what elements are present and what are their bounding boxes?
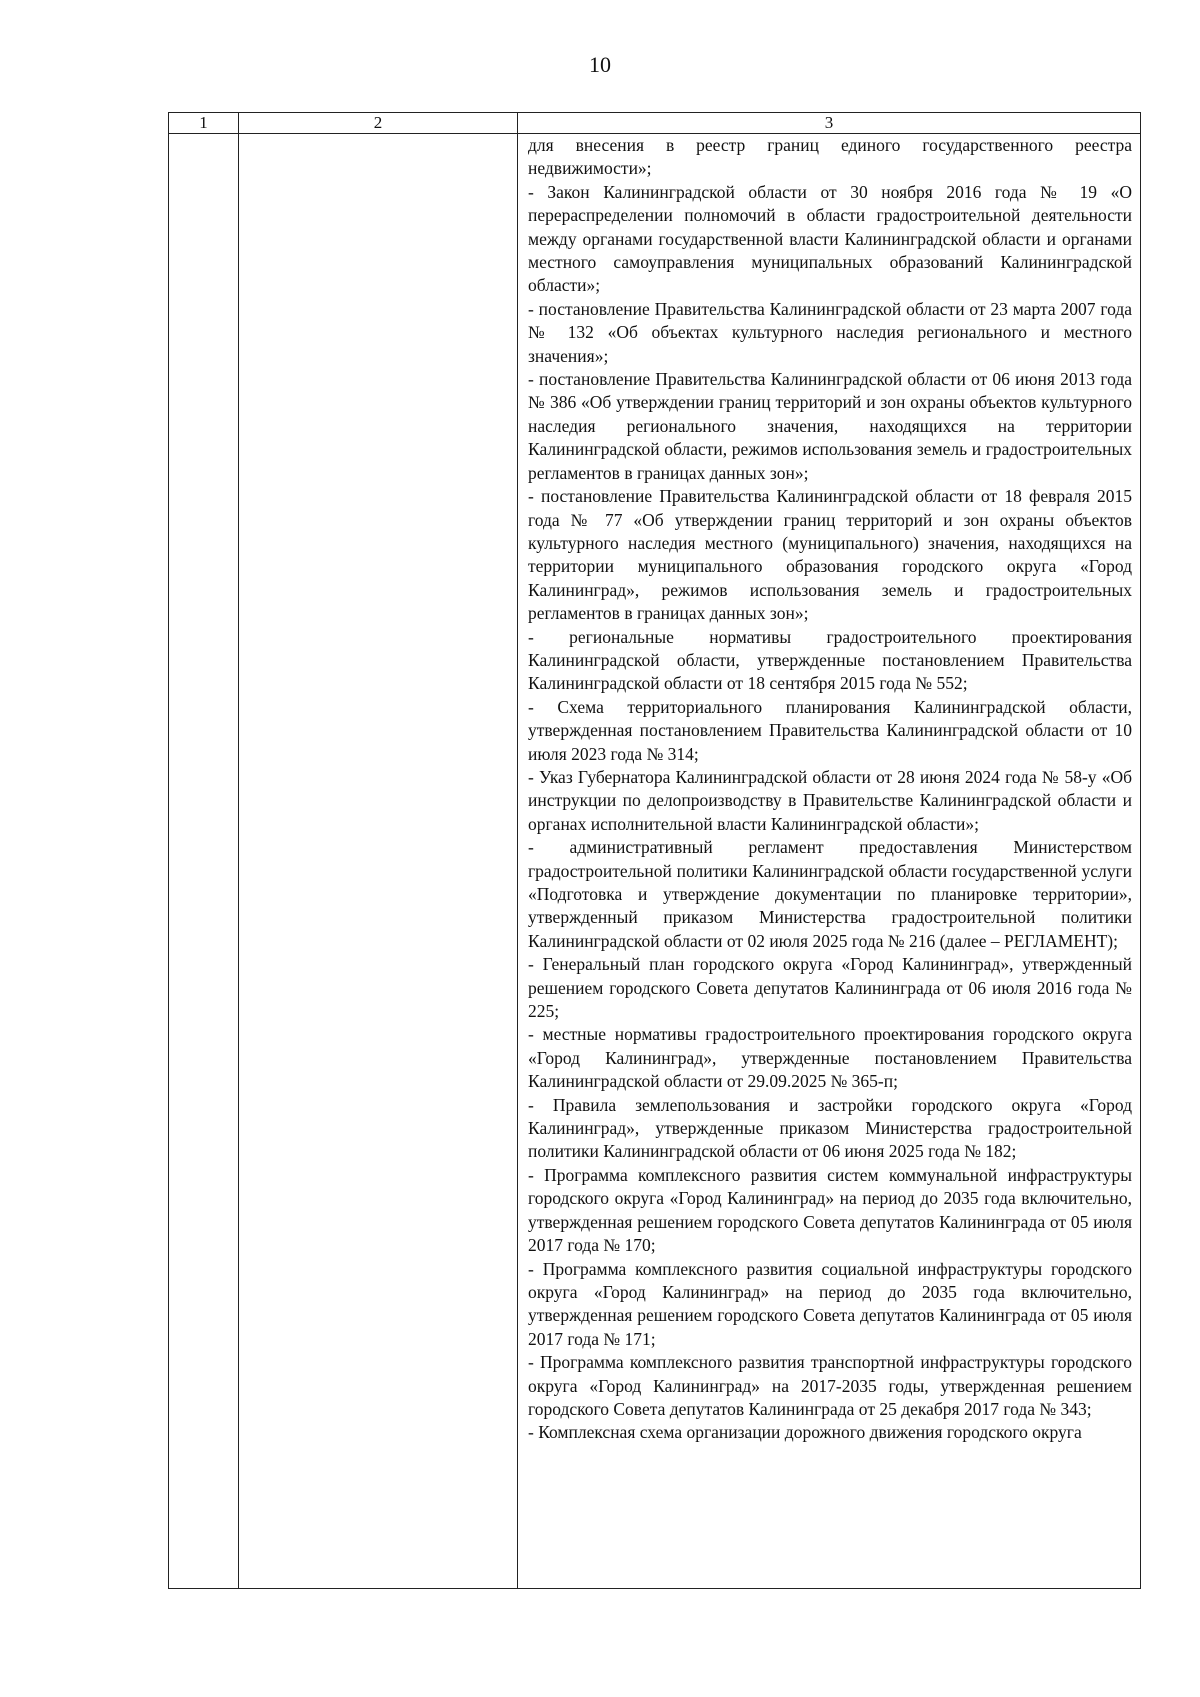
list-item: - Правила землепользования и застройки городского округа «Город Калининград», утвержденные приказом Министерства градостроительной политики Калининградской области от 06 июня 2025 года № 182; (528, 1094, 1132, 1162)
column-header-3: 3 (518, 113, 1141, 134)
list-item: - постановление Правительства Калининградской области от 06 июня 2013 года № 386 «Об утверждении границ территорий и зон охраны объектов культурного наследия регионального значения, находящихся на территории Калининградской области, режимов использования земель и градостроительных регламентов в границах данных зон»; (528, 369, 1132, 483)
table-header-row (169, 113, 1141, 134)
table-row (169, 134, 1141, 1589)
list-item: - Программа комплексного развития социальной инфраструктуры городского округа «Город Калининград» на период до 2035 года включительно, утвержденная решением городского Совета депутатов Калининграда от 05 июля 2017 года № 171; (528, 1258, 1132, 1349)
list-item: - местные нормативы градостроительного проектирования городского округа «Город Калининград», утвержденные постановлением Правительства Калининградской области от 29.09.2025 № 365-п; (528, 1024, 1132, 1092)
list-item: - Генеральный план городского округа «Город Калининград», утвержденный решением городского Совета депутатов Калининграда от 06 июля 2016 года № 225; (528, 954, 1132, 1022)
list-item: для внесения в реестр границ единого государственного реестра недвижимости»; (528, 135, 1132, 179)
list-item: - Комплексная схема организации дорожного движения городского округа (528, 1422, 1082, 1443)
list-item: - Закон Калининградской области от 30 ноября 2016 года № 19 «О перераспределении полномочий в области градостроительной деятельности между органами государственной власти Калининградской области и органами местного самоуправления муниципальных образований Калининградской области»; (528, 181, 1132, 296)
column-header-1: 1 (169, 113, 239, 134)
page-number: 10 (589, 52, 611, 77)
list-item: - Программа комплексного развития транспортной инфраструктуры городского округа «Город Калининград» на 2017-2035 годы, утвержденная решением городского Совета депутатов Калининграда от 25 декабря 2017 года № 343; (528, 1352, 1132, 1419)
list-item: - региональные нормативы градостроительного проектирования Калининградской области, утвержденные постановлением Правительства Калининградской области от 18 сентября 2015 года № 552; (528, 626, 1132, 694)
column-header-2: 2 (239, 113, 518, 134)
cell-column-1 (169, 134, 239, 1589)
list-item: - административный регламент предоставления Министерством градостроительной политики Калининградской области государственной услуги «Подготовка и утверждение документации по планировке территории», утвержденный приказом Министерства градостроительной политики Калининградской области от 02 июля 2025 года № 216 (далее – РЕГЛАМЕНТ); (528, 837, 1132, 951)
list-item: - Указ Губернатора Калининградской области от 28 июня 2024 года № 58-у «Об инструкции по делопроизводству в Правительстве Калининградской области и органах исполнительной власти Калининградской области»; (528, 766, 1132, 834)
list-item: - Программа комплексного развития систем коммунальной инфраструктуры городского округа «Город Калининград» на период до 2035 года включительно, утвержденная решением городского Совета депутатов Калининграда от 05 июля 2017 года № 170; (528, 1164, 1132, 1256)
list-item: - постановление Правительства Калининградской области от 18 февраля 2015 года № 77 «Об утверждении границ территорий и зон охраны объектов культурного наследия местного (муниципального) значения, находящихся на территории муниципального образования городского округа «Город Калининград», режимов использования земель и градостроительных регламентов в границах данных зон»; (528, 486, 1132, 624)
cell-column-3 (518, 134, 1141, 1589)
list-item: - Схема территориального планирования Калининградской области, утвержденная постановлением Правительства Калининградской области от 10 июля 2023 года № 314; (528, 696, 1132, 764)
cell-column-2 (239, 134, 518, 1589)
document-table (168, 112, 1141, 1589)
list-item: - постановление Правительства Калининградской области от 23 марта 2007 года № 132 «Об объектах культурного наследия регионального и местного значения»; (528, 298, 1132, 366)
